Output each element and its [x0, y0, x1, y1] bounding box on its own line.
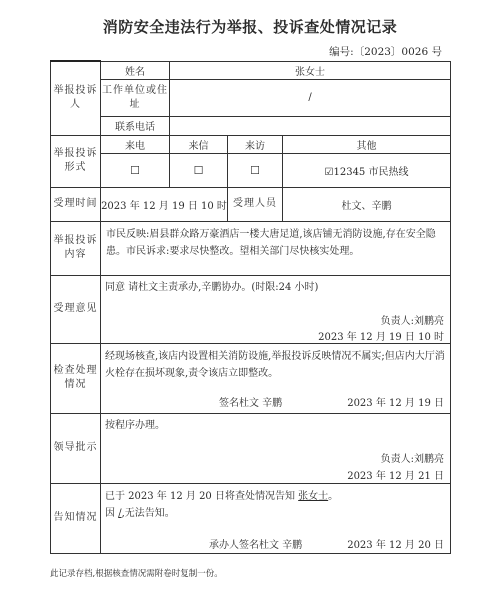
- leader-signer: 负责人:刘鹏亮: [380, 453, 444, 465]
- notice-signer: 承办人签名杜文 辛鹏: [209, 539, 303, 551]
- notice-reason: /: [118, 507, 122, 519]
- accept-time-label: 受理时间: [51, 187, 101, 221]
- work-address-label: 工作单位或住址: [101, 79, 170, 116]
- accept-person-label: 受理人员: [228, 187, 283, 221]
- notice-recipient: 张女士: [298, 490, 329, 502]
- option-label-visit: 来访: [228, 135, 283, 153]
- notice-line-2-suffix: ,无法告知。: [121, 507, 175, 519]
- checkbox-call: ☐: [101, 153, 170, 187]
- work-address-value: /: [170, 79, 451, 116]
- content-text: 市民反映:眉县群众路万豪酒店一楼大唐足道,该店铺无消防设施,存在安全隐患。市民诉求:要求尽快整改。望相关部门尽快核实处理。: [101, 221, 451, 275]
- form-type-category-label: 举报投诉形式: [51, 135, 101, 187]
- document-number: 编号:〔2023〕0026 号: [329, 46, 442, 58]
- phone-label: 联系电话: [101, 116, 170, 135]
- inspection-signer: 签名杜文 辛鹏: [219, 397, 283, 409]
- reporter-category-label: 举报投诉人: [51, 61, 101, 135]
- notice-line-1: [105, 488, 446, 522]
- accept-time-value: 2023 年 12 月 19 日 10 时: [101, 187, 228, 221]
- notice-date: 2023 年 12 月 20 日: [347, 539, 444, 551]
- name-label: 姓名: [101, 61, 170, 79]
- checkbox-visit: ☐: [228, 153, 283, 187]
- leader-cell: [101, 413, 451, 483]
- notice-cell: [101, 483, 451, 553]
- checkbox-letter: ☐: [170, 153, 228, 187]
- complaint-record-table: [50, 60, 451, 554]
- inspection-text: 经现场核查,该店内设置相关消防设施,举报投诉反映情况不属实;但店内大厅消火栓存在损坏现象,责令该店立即整改。: [105, 350, 445, 379]
- opinion-signer: 负责人:刘鹏亮: [380, 315, 444, 327]
- leader-date: 2023 年 12 月 21 日: [347, 470, 444, 482]
- content-label: 举报投诉内容: [51, 221, 101, 275]
- checkbox-other-hotline: ☑12345 市民热线: [283, 153, 451, 187]
- inspection-date: 2023 年 12 月 19 日: [347, 397, 444, 409]
- opinion-text: 同意 请杜文主责承办,辛鹏协办。(时限:24 小时): [105, 281, 319, 293]
- phone-value: [170, 116, 451, 135]
- page-title: 消防安全违法行为举报、投诉查处情况记录: [102, 18, 398, 36]
- notice-label: 告知情况: [51, 483, 101, 553]
- option-label-letter: 来信: [170, 135, 228, 153]
- leader-text: 按程序办理。: [105, 419, 165, 431]
- name-value: 张女士: [170, 61, 451, 79]
- option-label-other: 其他: [283, 135, 451, 153]
- opinion-date: 2023 年 12 月 19 日 10 时: [318, 331, 444, 343]
- notice-line-1-suffix: 。: [328, 490, 339, 502]
- accept-person-value: 杜文、辛鹏: [283, 187, 451, 221]
- inspection-label: 检查处理情况: [51, 343, 101, 413]
- notice-line-1-prefix: 已于 2023 年 12 月 20 日将查处情况告知: [105, 490, 295, 502]
- opinion-cell: [101, 275, 451, 343]
- footnote: 此记录存档,根据核查情况需附卷时复制一份。: [50, 569, 223, 579]
- inspection-cell: [101, 343, 451, 413]
- option-label-call: 来电: [101, 135, 170, 153]
- opinion-label: 受理意见: [51, 275, 101, 343]
- leader-label: 领导批示: [51, 413, 101, 483]
- notice-line-2-prefix: 因: [105, 507, 115, 519]
